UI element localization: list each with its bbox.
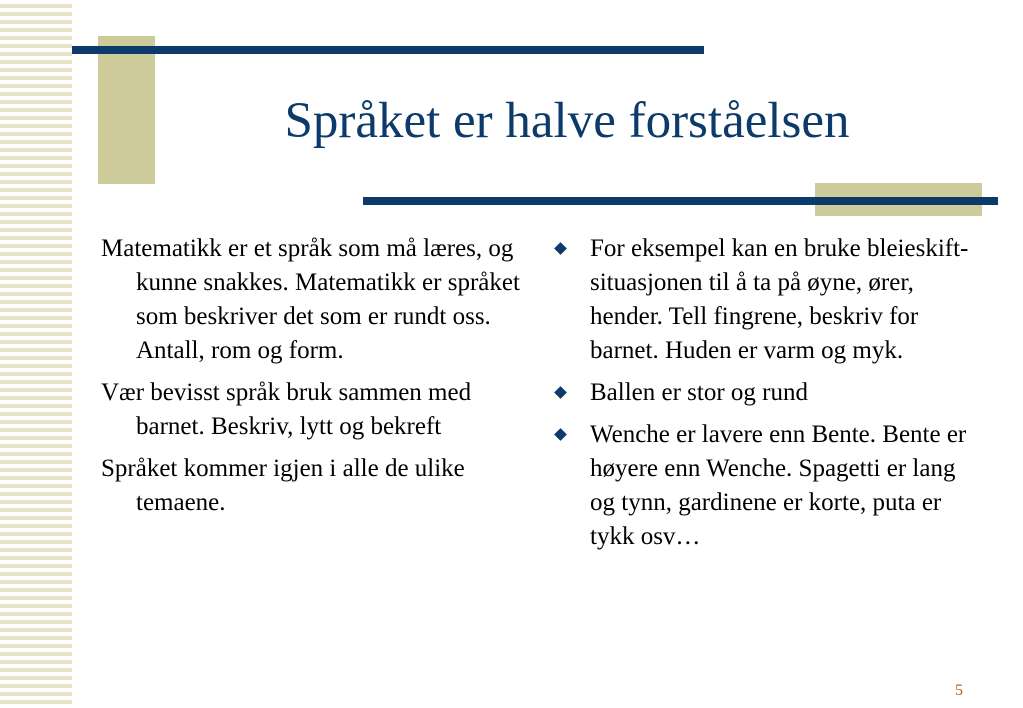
striped-side-decoration xyxy=(0,0,72,708)
page-number: 5 xyxy=(955,682,963,699)
slide-title: Språket er halve forståelsen xyxy=(284,93,850,149)
bullet-text-1: For eksempel kan en bruke bleieskift- situasjonen til å ta på øyne, ører, hender. Tell fingrene, beskriv for barnet. Huden er varm og myk. xyxy=(590,235,969,364)
left-text-column xyxy=(101,232,521,528)
diamond-bullet-icon xyxy=(554,386,567,399)
right-bullet-list xyxy=(556,232,976,562)
diamond-bullet-icon xyxy=(554,242,567,255)
bullet-item-2 xyxy=(556,376,976,410)
bullet-text-3: Wenche er lavere enn Bente. Bente er høyere enn Wenche. Spagetti er lang og tynn, gardinene er korte, puta er tykk osv… xyxy=(590,421,967,550)
bullet-item-3 xyxy=(556,418,976,554)
title-rule-top xyxy=(72,46,704,54)
decorative-block-top-left xyxy=(98,36,155,184)
diamond-bullet-icon xyxy=(554,428,567,441)
title-rule-bottom xyxy=(363,197,998,205)
left-paragraph-3: Språket kommer igjen i alle de ulike temaene. xyxy=(101,455,465,516)
bullet-text-2: Ballen er stor og rund xyxy=(590,379,809,406)
bullet-item-1 xyxy=(556,232,976,368)
left-paragraph-1: Matematikk er et språk som må læres, og kunne snakkes. Matematikk er språket som beskriver det som er rundt oss. Antall, rom og form. xyxy=(101,235,520,364)
left-paragraph-2: Vær bevisst språk bruk sammen med barnet. Beskriv, lytt og bekreft xyxy=(101,379,472,440)
